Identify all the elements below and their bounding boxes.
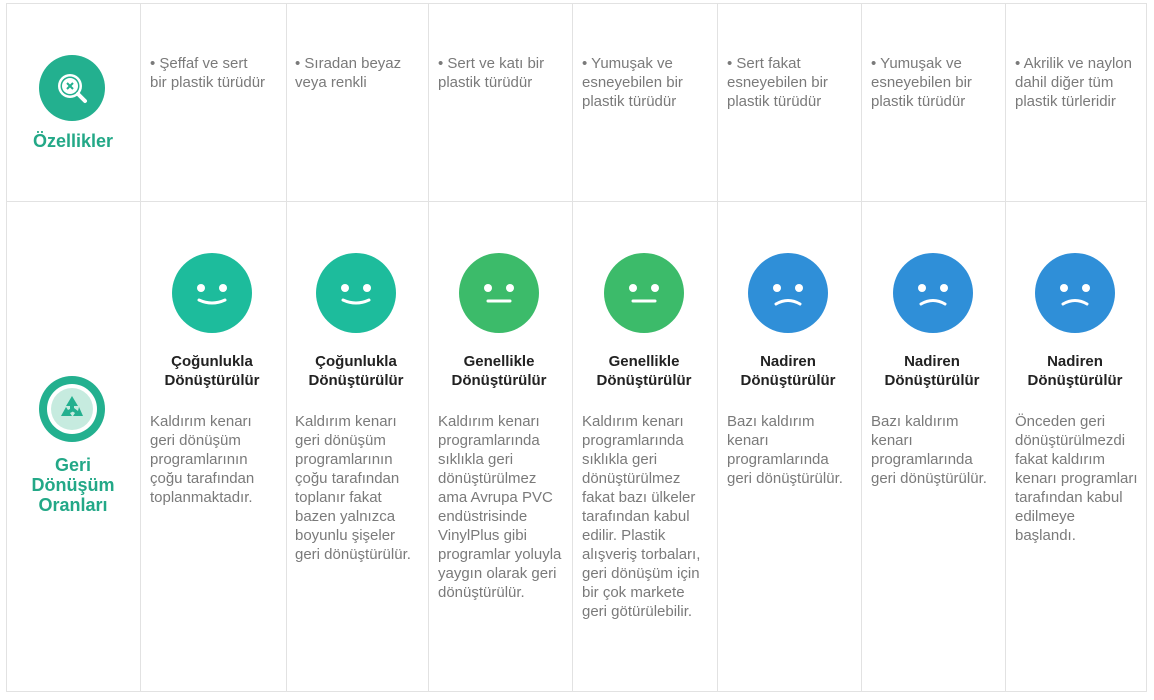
sad-face-icon [893, 253, 973, 333]
rate-title-line: Nadiren [904, 353, 960, 370]
recycling-description: Kaldırım kenarı programlarında sıklıkla geri dönüştürülmez ama Avrupa PVC endüstrisinde VinylPlus gibi programlar yoluyla yaygın olarak geri dönüştürülür. [438, 413, 562, 601]
rate-title-line: Çoğunlukla [171, 353, 253, 370]
rate-title-line: Dönüştürülür [164, 372, 260, 389]
row-divider [7, 691, 1147, 692]
column-divider [1005, 4, 1006, 692]
rate-title-line: Nadiren [1047, 353, 1103, 370]
row-label-line: Dönüşüm [31, 475, 115, 495]
recycle-icon [39, 376, 105, 442]
property-text: • Şeffaf ve sert bir plastik türüdür [150, 55, 266, 91]
recycling-description: Bazı kaldırım kenarı programlarında geri dönüştürülür. [727, 413, 843, 487]
recycling-rate-title [723, 352, 853, 390]
rate-title-line: Dönüştürülür [740, 372, 836, 389]
column-divider [286, 4, 287, 692]
magnifier-x-icon [39, 55, 105, 121]
recycling-rate-title [291, 352, 421, 390]
rate-title-line: Dönüştürülür [596, 372, 692, 389]
recycling-description: Önceden geri dönüştürülmezdi fakat kaldırım kenarı programları tarafından kabul edilmeye başlandı. [1015, 413, 1138, 544]
recycling-rate-title [434, 352, 564, 390]
row-label-line: Oranları [38, 495, 108, 515]
property-text: • Yumuşak ve esneyebilen bir plastik türüdür [871, 55, 972, 110]
property-text: • Akrilik ve naylon dahil diğer tüm plastik türleridir [1015, 55, 1132, 110]
rate-title-line: Genellikle [608, 353, 680, 370]
column-divider [572, 4, 573, 692]
row-label-properties: Özellikler [32, 131, 114, 151]
rate-title-line: Nadiren [760, 353, 816, 370]
rate-title-line: Dönüştürülür [1027, 372, 1123, 389]
happy-face-icon [316, 253, 396, 333]
rate-title-line: Genellikle [463, 353, 535, 370]
recycling-description: Kaldırım kenarı geri dönüşüm programlarının çoğu tarafından toplanmaktadır. [150, 413, 255, 506]
column-divider [140, 4, 141, 692]
sad-face-icon [748, 253, 828, 333]
rate-title-line: Çoğunlukla [315, 353, 397, 370]
property-text: • Sert ve katı bir plastik türüdür [438, 55, 545, 91]
recycling-rate-title [867, 352, 997, 390]
column-divider [1146, 4, 1147, 692]
row-label-line: Geri [54, 455, 92, 475]
neutral-face-icon [604, 253, 684, 333]
sad-face-icon [1035, 253, 1115, 333]
rate-title-line: Dönüştürülür [308, 372, 404, 389]
recycling-description: Bazı kaldırım kenarı programlarında geri dönüştürülür. [871, 413, 987, 487]
row-divider [7, 201, 1147, 202]
column-divider [717, 4, 718, 692]
recycling-description: Kaldırım kenarı programlarında sıklıkla geri dönüştürülmez fakat bazı ülkeler tarafından kabul edilir. Plastik alışveriş torbaları, geri dönüşüm için bir çok markete geri götürülebilir. [582, 413, 701, 620]
property-text: • Yumuşak ve esneyebilen bir plastik türüdür [582, 55, 683, 110]
recycling-rate-title [1010, 352, 1140, 390]
rate-title-line: Dönüştürülür [451, 372, 547, 389]
recycling-description: Kaldırım kenarı geri dönüşüm programlarının çoğu tarafından toplanır fakat bazen yalnızca boyunlu şişeler geri dönüştürülür. [295, 413, 411, 563]
row-label-recycling-rates [14, 455, 132, 515]
happy-face-icon [172, 253, 252, 333]
rate-title-line: Dönüştürülür [884, 372, 980, 389]
recycling-rate-title [579, 352, 709, 390]
recycling-rate-title [148, 352, 276, 390]
property-text: • Sıradan beyaz veya renkli [295, 55, 402, 91]
column-divider [861, 4, 862, 692]
property-text: • Sert fakat esneyebilen bir plastik türüdür [727, 55, 828, 110]
column-divider [428, 4, 429, 692]
neutral-face-icon [459, 253, 539, 333]
